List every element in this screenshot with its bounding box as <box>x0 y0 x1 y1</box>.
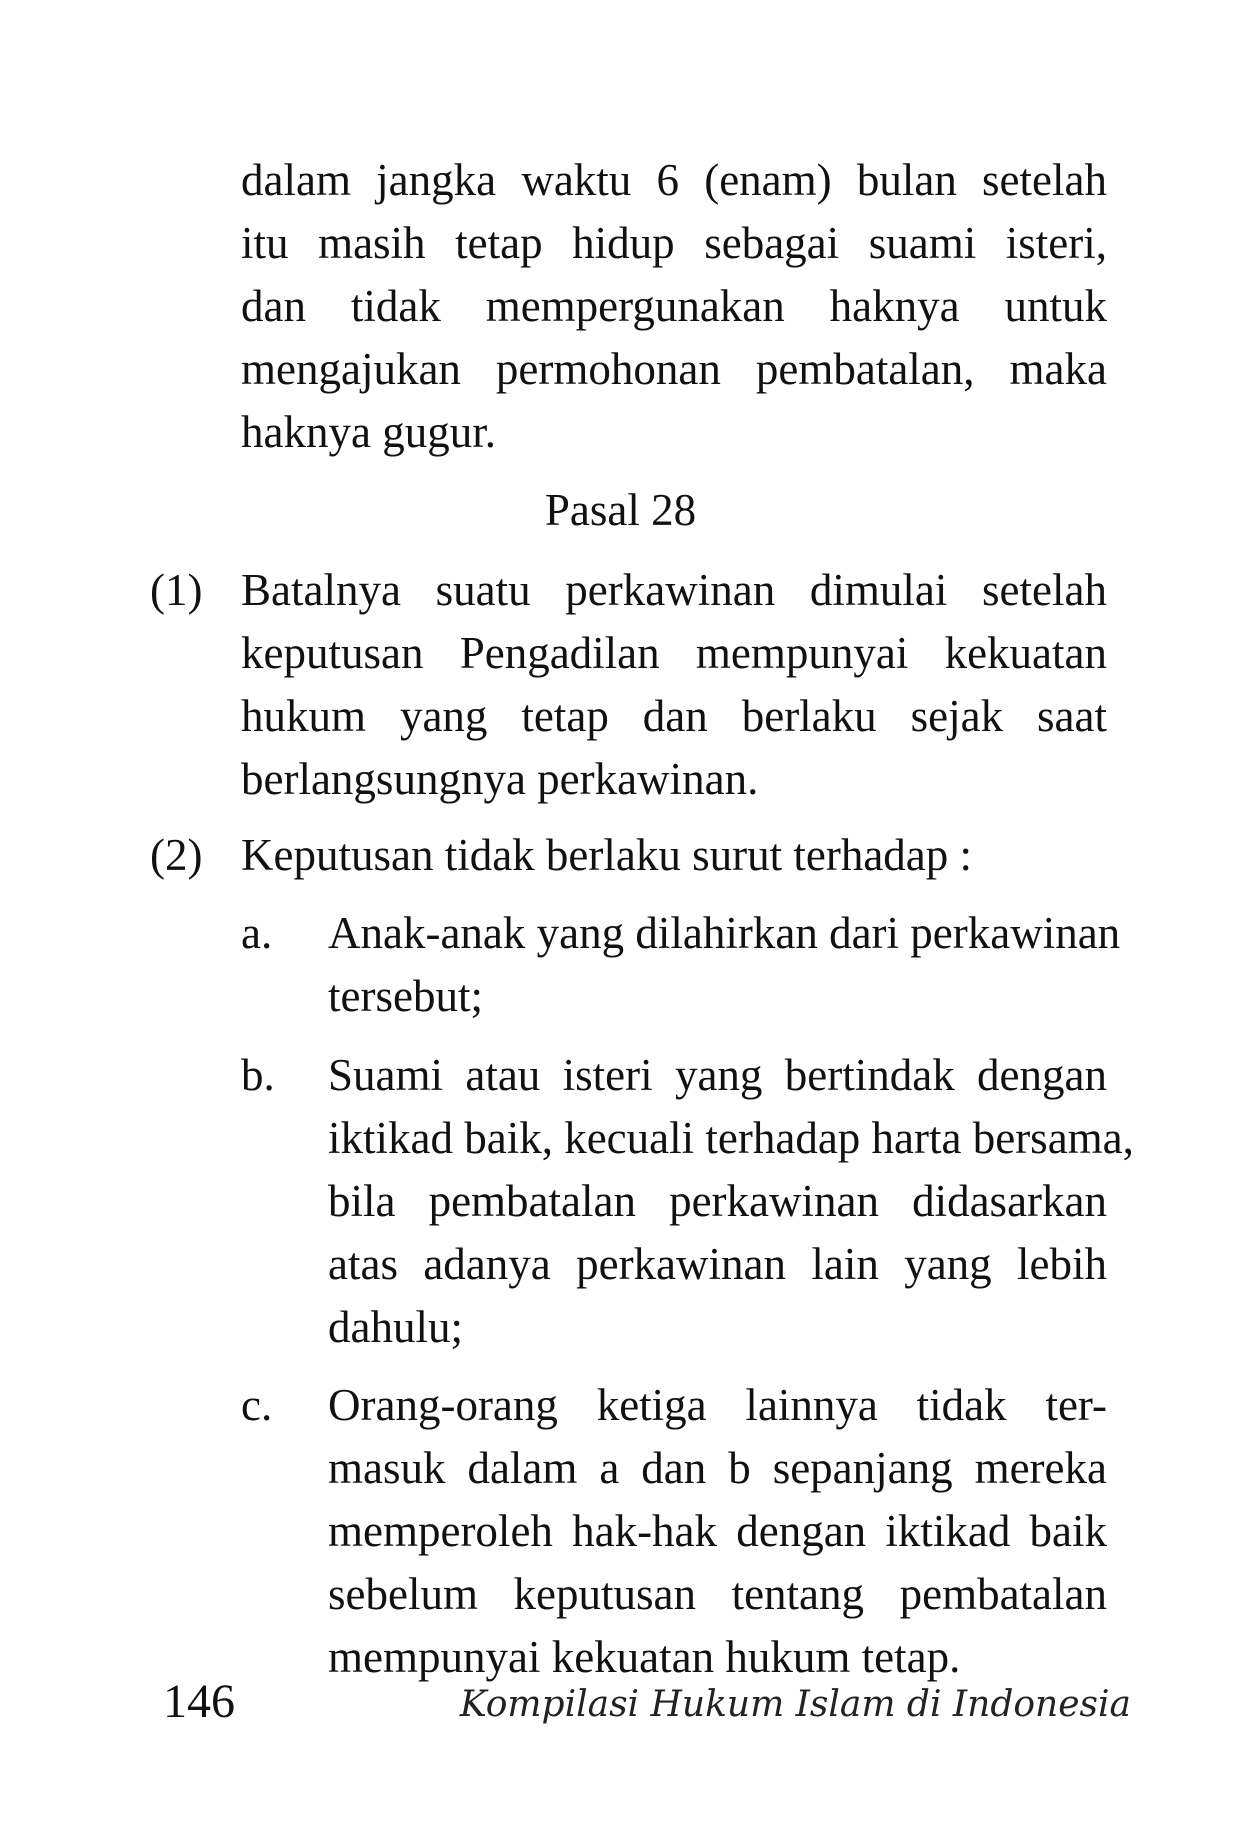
item-line: Keputusan tidak berlaku surut terhadap : <box>241 830 973 880</box>
subitem-line: Anak-anak yang dilahirkan dari perkawinan <box>328 908 1121 958</box>
subitem-line: atas adanya perkawinan lain yang lebih <box>328 1239 1107 1289</box>
subitem-letter: c. <box>241 1380 273 1430</box>
subitem-line: tersebut; <box>328 971 483 1021</box>
subitem-line: dahulu; <box>328 1302 463 1352</box>
intro-line: haknya gugur. <box>241 407 496 457</box>
article-heading: Pasal 28 <box>544 485 697 535</box>
subitem-line: masuk dalam a dan b sepanjang mereka <box>328 1443 1107 1493</box>
subitem-line: mempunyai kekuatan hukum tetap. <box>328 1632 961 1682</box>
subitem-line: memperoleh hak-hak dengan iktikad baik <box>328 1506 1107 1556</box>
item-line: Batalnya suatu perkawinan dimulai setelah <box>241 565 1107 615</box>
subitem-line: Suami atau isteri yang bertindak dengan <box>328 1050 1107 1100</box>
intro-line: itu masih tetap hidup sebagai suami isteri, <box>241 218 1107 268</box>
subitem-line: sebelum keputusan tentang pembatalan <box>328 1569 1107 1619</box>
intro-line: dan tidak mempergunakan haknya untuk <box>241 281 1107 331</box>
item-number: (1) <box>150 565 203 615</box>
page-number: 146 <box>163 1675 235 1728</box>
subitem-letter: a. <box>241 908 273 958</box>
item-line: hukum yang tetap dan berlaku sejak saat <box>241 691 1107 741</box>
subitem-line: Orang-orang ketiga lainnya tidak ter- <box>328 1380 1107 1430</box>
item-line: berlangsungnya perkawinan. <box>241 754 759 804</box>
intro-line: mengajukan permohonan pembatalan, maka <box>241 344 1107 394</box>
subitem-line: iktikad baik, kecuali terhadap harta bersama, <box>328 1113 1134 1163</box>
book-title: Kompilasi Hukum Islam di Indonesia <box>459 1684 1131 1725</box>
item-line: keputusan Pengadilan mempunyai kekuatan <box>241 628 1107 678</box>
item-number: (2) <box>150 830 203 880</box>
subitem-letter: b. <box>241 1050 275 1100</box>
subitem-line: bila pembatalan perkawinan didasarkan <box>328 1176 1107 1226</box>
intro-line: dalam jangka waktu 6 (enam) bulan setelah <box>241 155 1107 205</box>
